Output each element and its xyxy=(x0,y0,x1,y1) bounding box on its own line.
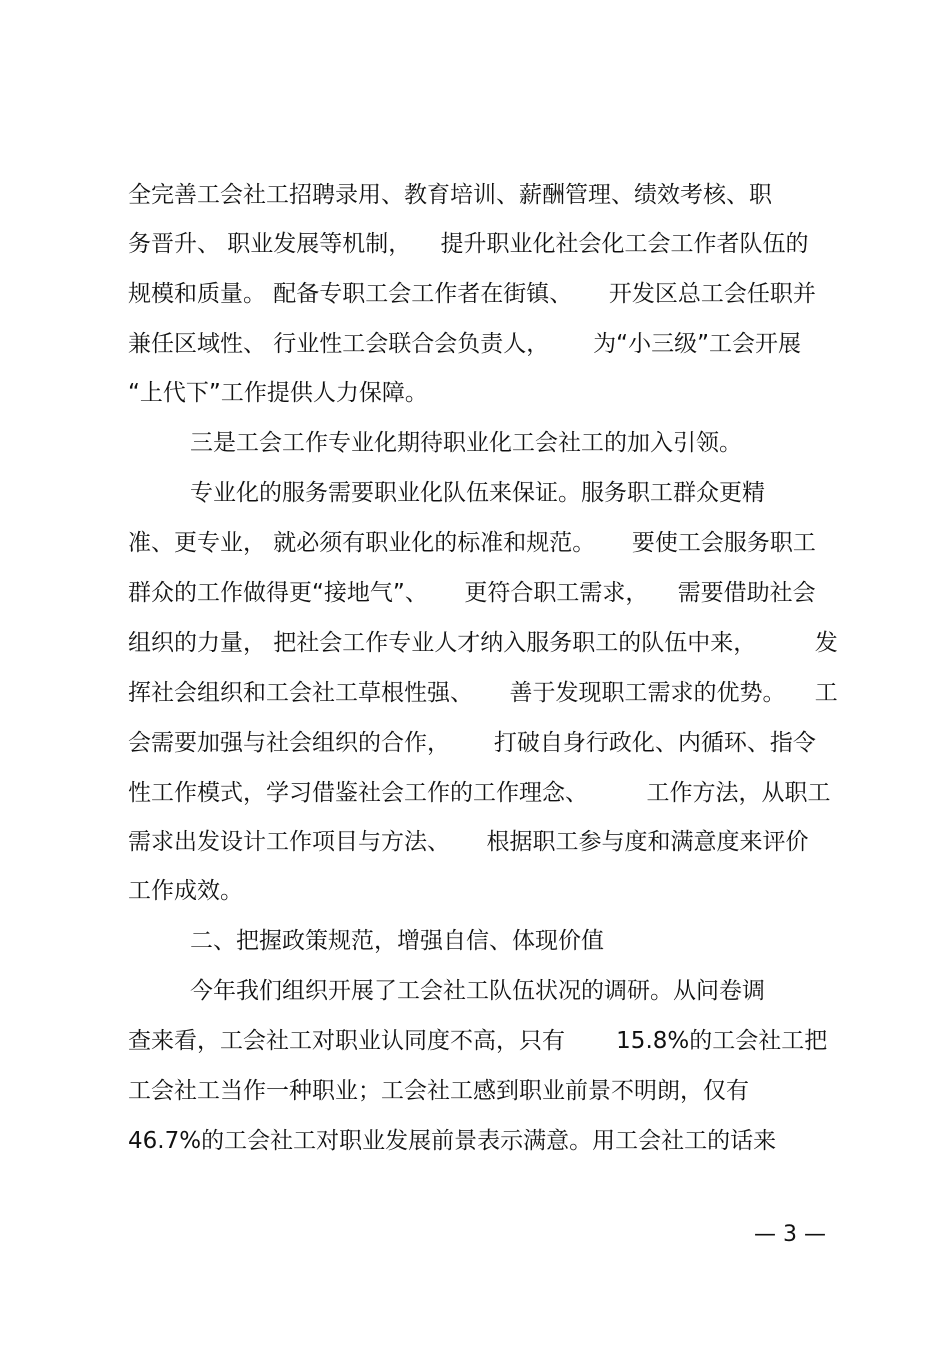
text-line: 会需要加强与社会组织的合作， 打破自身行政化、内循环、指令 xyxy=(128,730,816,756)
text-line: “上代下”工作提供人力保障。 xyxy=(128,380,428,406)
text-line: 工会社工当作一种职业；工会社工感到职业前景不明朗，仅有 xyxy=(128,1078,749,1104)
paragraph-start: 专业化的服务需要职业化队伍来保证。服务职工群众更精 xyxy=(190,480,765,506)
text-line: 务晋升、 职业发展等机制， 提升职业化社会化工会工作者队伍的 xyxy=(128,231,809,257)
text-line: 组织的力量， 把社会工作专业人才纳入服务职工的队伍中来， 发 xyxy=(128,630,838,656)
section-heading: 三是工会工作专业化期待职业化工会社工的加入引领。 xyxy=(190,430,742,456)
text-line: 全完善工会社工招聘录用、教育培训、薪酬管理、绩效考核、职 xyxy=(128,182,772,208)
text-line: 性工作模式，学习借鉴社会工作的工作理念、 工作方法，从职工 xyxy=(128,780,831,806)
text-line: 查来看，工会社工对职业认同度不高，只有 15.8%的工会社工把 xyxy=(128,1028,828,1054)
paragraph-start: 今年我们组织开展了工会社工队伍状况的调研。从问卷调 xyxy=(190,978,765,1004)
section-heading: 二、把握政策规范，增强自信、体现价值 xyxy=(190,928,604,954)
text-line: 46.7%的工会社工对职业发展前景表示满意。用工会社工的话来 xyxy=(128,1128,777,1154)
page-number: — 3 — xyxy=(754,1222,826,1247)
text-line: 需求出发设计工作项目与方法、 根据职工参与度和满意度来评价 xyxy=(128,829,809,855)
text-line: 准、更专业， 就必须有职业化的标准和规范。 要使工会服务职工 xyxy=(128,530,816,556)
text-line: 工作成效。 xyxy=(128,878,243,904)
text-line: 群众的工作做得更“接地气”、 更符合职工需求， 需要借助社会 xyxy=(128,580,816,606)
text-line: 规模和质量。 配备专职工会工作者在街镇、 开发区总工会任职并 xyxy=(128,281,816,307)
text-line: 兼任区域性、 行业性工会联合会负责人， 为“小三级”工会开展 xyxy=(128,331,802,357)
text-line: 挥社会组织和工会社工草根性强、 善于发现职工需求的优势。 工 xyxy=(128,680,838,706)
